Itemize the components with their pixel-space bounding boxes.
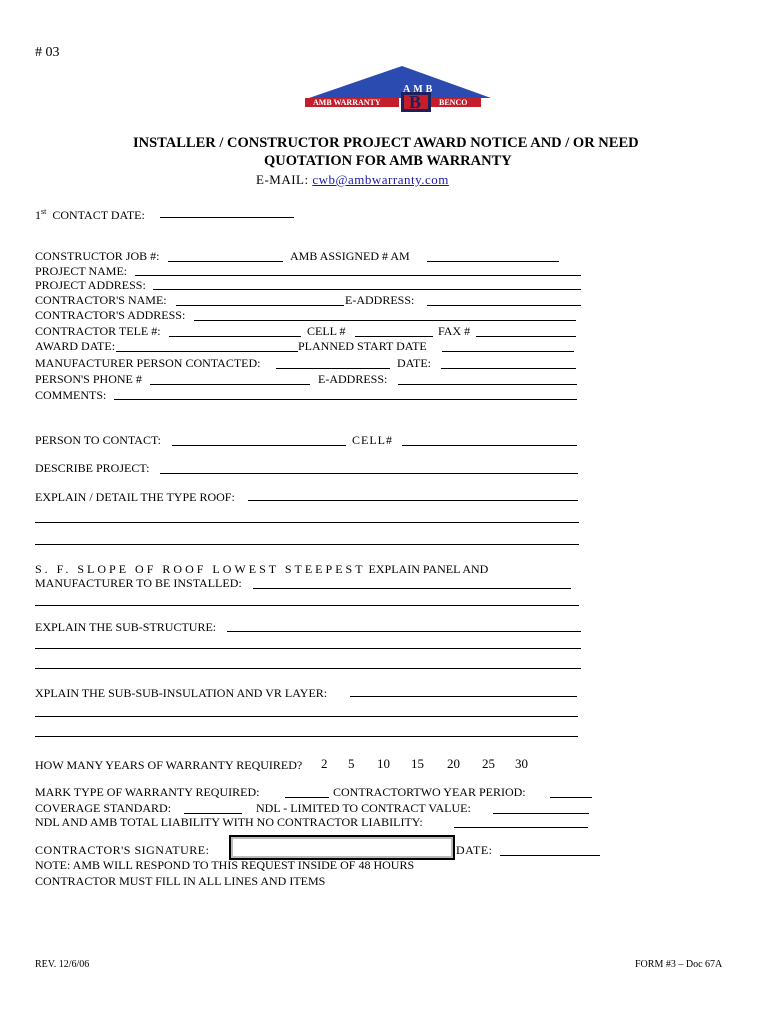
ndl-limited-label: NDL - LIMITED TO CONTRACT VALUE: <box>256 801 471 815</box>
mark-type-label: MARK TYPE OF WARRANTY REQUIRED: <box>35 785 260 799</box>
two-year-field[interactable] <box>550 797 592 798</box>
award-date-field[interactable] <box>116 351 298 352</box>
comments-field[interactable] <box>114 399 577 400</box>
signature-date-label: DATE: <box>456 843 493 857</box>
signature-label: CONTRACTOR'S SIGNATURE: <box>35 843 210 857</box>
email-label: E-MAIL: <box>256 172 309 187</box>
persons-phone-label: PERSON'S PHONE # <box>35 372 142 386</box>
cell-field[interactable] <box>355 336 433 337</box>
coverage-label: COVERAGE STANDARD: <box>35 801 172 815</box>
logo-mark: B <box>409 92 422 112</box>
manufacturer-installed-field[interactable] <box>253 588 571 589</box>
warranty-question: HOW MANY YEARS OF WARRANTY REQUIRED? <box>35 758 303 772</box>
contact-date-field[interactable] <box>160 217 294 218</box>
warranty-option[interactable]: 2 <box>321 756 328 771</box>
date-label: DATE: <box>397 356 431 370</box>
contractor-name-field[interactable] <box>176 305 344 306</box>
amb-assigned-label: AMB ASSIGNED # AM <box>290 249 410 263</box>
sub-structure-line-3[interactable] <box>35 668 581 669</box>
explain-roof-field[interactable] <box>248 500 578 501</box>
sub-structure-line-2[interactable] <box>35 648 581 649</box>
describe-project-label: DESCRIBE PROJECT: <box>35 461 150 475</box>
e-address2-field[interactable] <box>398 384 577 385</box>
fax-field[interactable] <box>476 336 576 337</box>
award-date-label: AWARD DATE: <box>35 339 116 353</box>
logo-left-label: AMB WARRANTY <box>313 98 381 107</box>
e-address-field[interactable] <box>427 305 581 306</box>
slope-label: S. F. SLOPE OF ROOF LOWEST STEEPEST EXPLAIN PANEL AND <box>35 562 489 576</box>
person-to-contact-label: PERSON TO CONTACT: <box>35 433 162 447</box>
sub-structure-label: EXPLAIN THE SUB-STRUCTURE: <box>35 620 217 634</box>
ndl-limited-field[interactable] <box>493 813 589 814</box>
persons-phone-field[interactable] <box>150 384 310 385</box>
explain-roof-line-3[interactable] <box>35 544 579 545</box>
title-line2: QUOTATION FOR AMB WARRANTY <box>264 153 512 169</box>
contact-date-label: 1st CONTACT DATE: <box>35 207 145 222</box>
contractor-name-label: CONTRACTOR'S NAME: <box>35 293 167 307</box>
comments-label: COMMENTS: <box>35 388 107 402</box>
sub-sub-label: XPLAIN THE SUB-SUB-INSULATION AND VR LAYER: <box>35 686 328 700</box>
logo-brand: AMB <box>403 84 436 95</box>
project-address-label: PROJECT ADDRESS: <box>35 278 146 292</box>
mark-type-field[interactable] <box>285 797 329 798</box>
sub-sub-line-3[interactable] <box>35 736 578 737</box>
constructor-job-label: CONSTRUCTOR JOB #: <box>35 249 160 263</box>
sub-sub-line-2[interactable] <box>35 716 578 717</box>
manufacturer-installed-label: MANUFACTURER TO BE INSTALLED: <box>35 576 242 590</box>
contractor-tele-field[interactable] <box>169 336 301 337</box>
contractor-address-label: CONTRACTOR'S ADDRESS: <box>35 308 186 322</box>
sub-structure-field[interactable] <box>227 631 581 632</box>
cell2-field[interactable] <box>402 445 577 446</box>
logo-right-label: BENCO <box>439 98 468 107</box>
planned-start-label: PLANNED START DATE <box>298 339 427 353</box>
project-name-label: PROJECT NAME: <box>35 264 128 278</box>
e-address2-label: E-ADDRESS: <box>318 372 388 386</box>
cell2-label: CELL# <box>352 433 393 447</box>
email-row <box>256 172 449 188</box>
contractor-tele-label: CONTRACTOR TELE #: <box>35 324 161 338</box>
title-line1: INSTALLER / CONSTRUCTOR PROJECT AWARD NOTICE AND / OR NEED <box>133 135 639 151</box>
project-address-field[interactable] <box>153 289 581 290</box>
warranty-option[interactable]: 25 <box>482 756 495 771</box>
doc-number: # 03 <box>35 45 60 60</box>
two-year-label: CONTRACTORTWO YEAR PERIOD: <box>333 785 526 799</box>
planned-start-field[interactable] <box>442 351 574 352</box>
warranty-option[interactable]: 10 <box>377 756 390 771</box>
note-line-2: CONTRACTOR MUST FILL IN ALL LINES AND ITEMS <box>35 874 326 888</box>
manufacturer-date-field[interactable] <box>441 368 576 369</box>
explain-roof-line-2[interactable] <box>35 522 579 523</box>
project-name-field[interactable] <box>135 275 581 276</box>
signature-box[interactable] <box>229 835 455 860</box>
contractor-address-field[interactable] <box>194 320 576 321</box>
amb-assigned-field[interactable] <box>427 261 559 262</box>
form-number: FORM #3 – Doc 67A <box>635 959 723 970</box>
note-line-1: NOTE: AMB WILL RESPOND TO THIS REQUEST INSIDE OF 48 HOURS <box>35 858 415 872</box>
warranty-option[interactable]: 30 <box>515 756 528 771</box>
person-to-contact-field[interactable] <box>172 445 346 446</box>
coverage-field[interactable] <box>184 813 242 814</box>
rev-label: REV. 12/6/06 <box>35 959 90 970</box>
cell-label: CELL # <box>307 324 346 338</box>
ndl-total-label: NDL AND AMB TOTAL LIABILITY WITH NO CONTRACTOR LIABILITY: <box>35 815 423 829</box>
warranty-option[interactable]: 5 <box>348 756 355 771</box>
email-link[interactable]: cwb@ambwarranty.com <box>312 172 449 187</box>
e-address-label: E-ADDRESS: <box>345 293 415 307</box>
fax-label: FAX # <box>438 324 471 338</box>
amb-logo <box>305 64 495 114</box>
explain-roof-label: EXPLAIN / DETAIL THE TYPE ROOF: <box>35 490 235 504</box>
manufacturer-person-field[interactable] <box>276 368 390 369</box>
warranty-option[interactable]: 20 <box>447 756 460 771</box>
ndl-total-field[interactable] <box>454 827 588 828</box>
manufacturer-person-label: MANUFACTURER PERSON CONTACTED: <box>35 356 261 370</box>
signature-date-field[interactable] <box>500 855 600 856</box>
sub-sub-field[interactable] <box>350 696 577 697</box>
constructor-job-field[interactable] <box>168 261 283 262</box>
manufacturer-line-2[interactable] <box>35 605 579 606</box>
describe-project-field[interactable] <box>160 473 578 474</box>
warranty-option[interactable]: 15 <box>411 756 424 771</box>
